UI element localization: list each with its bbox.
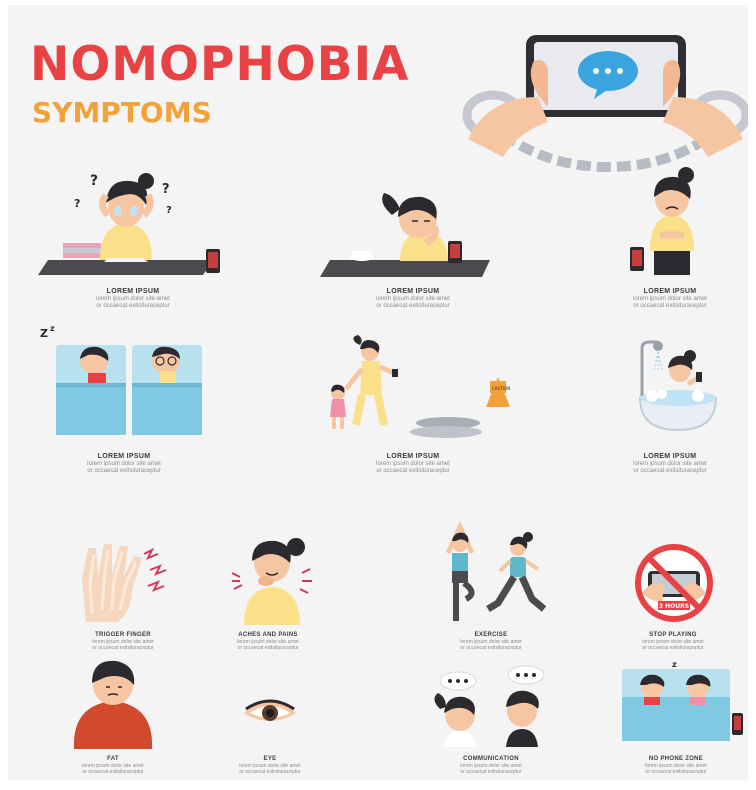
- caption-line: lorem ipsum dolor site amet: [239, 763, 301, 769]
- caption-heading: NO PHONE ZONE: [648, 756, 704, 762]
- svg-text:CAUTION: CAUTION: [492, 386, 511, 391]
- caption-upper-2: [323, 287, 503, 310]
- caption-line: or occaecat exitsituraceptur: [633, 468, 707, 474]
- caption-upper-4: [34, 452, 214, 475]
- svg-text:?: ?: [90, 173, 99, 189]
- sitting-woman-with-phone-icon: [620, 165, 720, 280]
- caption-line: or occaecat exitsituraceptur: [96, 303, 170, 309]
- eye-icon: [240, 693, 300, 733]
- caption-lower-6: [180, 755, 360, 775]
- infographic-poster: [8, 5, 748, 780]
- caption-lower-8: [586, 755, 748, 775]
- caption-heading: COMMUNICATION: [463, 756, 519, 762]
- caption-line: lorem ipsum dolor site amet: [87, 461, 161, 467]
- caption-line: lorem ipsum dolor site amet: [82, 763, 144, 769]
- caption-line: or occaecat exitsituraceptur: [645, 769, 707, 775]
- caption-line: or occaecat exitsituraceptur: [87, 468, 161, 474]
- caption-line: lorem ipsum dolor site amet: [92, 639, 154, 645]
- caption-lower-4: [583, 631, 748, 651]
- svg-text:Z: Z: [40, 327, 48, 340]
- svg-text:z: z: [50, 324, 55, 333]
- caption-lower-5: [23, 755, 203, 775]
- page-title: NOMOPHOBIA: [30, 37, 410, 92]
- stressed-woman-at-desk-icon: [38, 165, 223, 280]
- caption-line: lorem ipsum dolor site amet: [642, 639, 704, 645]
- caption-lower-3: [401, 631, 581, 651]
- caption-line: or occaecat exitsituraceptur: [376, 303, 450, 309]
- caption-upper-5: [323, 452, 503, 475]
- caption-line: or occaecat exitsituraceptur: [642, 645, 704, 651]
- woman-neck-pain-icon: [226, 533, 326, 625]
- no-phone-sign-icon: [624, 543, 724, 623]
- caption-line: lorem ipsum dolor site amet: [633, 296, 707, 302]
- caption-heading: STOP PLAYING: [649, 632, 697, 638]
- overweight-woman-icon: [68, 655, 158, 750]
- couple-in-bed-icon: [614, 657, 744, 745]
- caption-upper-6: [580, 452, 748, 475]
- hand-skeleton-icon: [68, 540, 178, 625]
- caption-heading: LOREM IPSUM: [643, 453, 697, 460]
- caption-line: or occaecat exitsituraceptur: [460, 645, 522, 651]
- bored-woman-at-table-icon: [320, 185, 500, 280]
- caption-line: or occaecat exitsituraceptur: [92, 645, 154, 651]
- caption-lower-7: [401, 755, 581, 775]
- caption-line: lorem ipsum dolor site amet: [376, 461, 450, 467]
- caption-upper-3: [580, 287, 748, 310]
- svg-text:?: ?: [74, 197, 81, 210]
- svg-text:?: ?: [166, 205, 172, 216]
- caption-line: lorem ipsum dolor site amet: [460, 639, 522, 645]
- chatting-people-icon: [422, 665, 557, 750]
- caption-upper-1: [43, 287, 223, 310]
- caption-heading: LOREM IPSUM: [386, 288, 440, 295]
- caption-heading: FAT: [107, 756, 119, 762]
- sign-hours-label: 3 HOURS: [658, 603, 690, 610]
- caption-line: or occaecat exitsituraceptur: [239, 769, 301, 775]
- woman-in-bathtub-icon: [628, 340, 728, 435]
- sleeping-couple-in-bed-icon: [36, 323, 211, 438]
- page-subtitle: SYMPTOMS: [32, 96, 212, 129]
- caption-heading: EXERCISE: [474, 632, 508, 638]
- handcuffed-phone-icon: [448, 27, 748, 177]
- caption-line: or occaecat exitsituraceptur: [237, 645, 299, 651]
- caption-heading: LOREM IPSUM: [643, 288, 697, 295]
- svg-text:?: ?: [162, 182, 170, 197]
- caption-line: or occaecat exitsituraceptur: [460, 769, 522, 775]
- caption-line: lorem ipsum dolor site amet: [645, 763, 707, 769]
- caption-heading: LOREM IPSUM: [97, 453, 151, 460]
- caption-line: or occaecat exitsituraceptur: [633, 303, 707, 309]
- caption-heading: TRIGGER FINGER: [95, 632, 151, 638]
- walking-woman-with-child-icon: [308, 337, 523, 442]
- caption-heading: LOREM IPSUM: [106, 288, 160, 295]
- svg-text:z: z: [672, 660, 677, 669]
- caption-line: lorem ipsum dolor site amet: [96, 296, 170, 302]
- caption-heading: EYE: [263, 756, 277, 762]
- caption-line: or occaecat exitsituraceptur: [82, 769, 144, 775]
- yoga-and-running-icon: [426, 523, 556, 627]
- caption-heading: LOREM IPSUM: [386, 453, 440, 460]
- caption-heading: ACHES AND PAINS: [238, 632, 298, 638]
- caption-line: or occaecat exitsituraceptur: [376, 468, 450, 474]
- caption-line: lorem ipsum dolor site amet: [460, 763, 522, 769]
- caption-line: lorem ipsum dolor site amet: [237, 639, 299, 645]
- caption-lower-2: [178, 631, 358, 651]
- caption-line: lorem ipsum dolor site amet: [376, 296, 450, 302]
- caption-line: lorem ipsum dolor site amet: [633, 461, 707, 467]
